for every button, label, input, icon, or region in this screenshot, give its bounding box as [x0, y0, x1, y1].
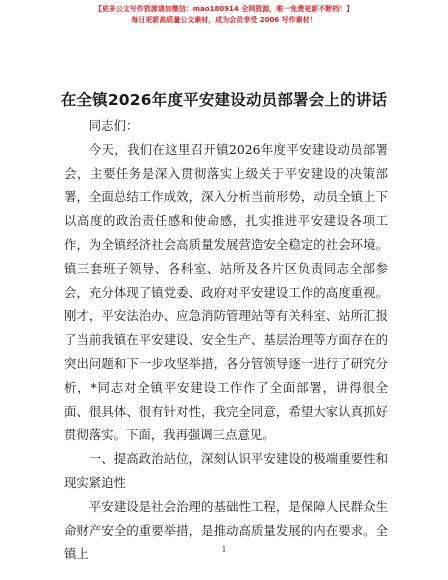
salutation: 同志们： [88, 118, 139, 133]
document-title: 在全镇2026年度平安建设动员部署会上的讲话 [60, 91, 388, 109]
promo-banner [0, 4, 448, 26]
promo-banner-line1: 【更多公文写作资源请加微信：mao180914 全网资源，唯一免费更新不断档！】 [94, 5, 354, 13]
section-heading-1: 一、提高政治站位，深刻认识平安建设的极端重要性和现实紧迫性 [64, 451, 388, 490]
document-body [64, 114, 388, 566]
promo-banner-line2: 每日更新高质量公文素材，成为会员享受 2006 写作素材！ [131, 16, 317, 24]
paragraph-section-1: 平安建设是社会治理的基础性工程，是保障人民群众生命财产安全的重要举措，是推动高质量发展的内在要求。全镇上 [64, 498, 388, 562]
paragraph-intro: 今天，我们在这里召开镇2026年度平安建设动员部署会，主要任务是深入贯彻落实上级关于平安建设的决策部署，全面总结工作成效，深入分析当前形势，动员全镇上下以高度的政治责任感和使命感，扎实推进平安建设各项工作，为全镇经济社会高质量发展营造安全稳定的社会环境。镇三套班子领导、各科室、站所及各片区负责同志全部参会，充分体现了镇党委、政府对平安建设工作的高度重视。刚才，平安法治办、应急消防管理站等有关科室、站所汇报了当前我镇在平安建设、安全生产、基层治理等方面存在的突出问题和下一步攻坚举措，各分管领导逐一进行了研究分析，*同志对全镇平安建设工作作了全面部署，讲得很全面、很具体、很有针对性，我完全同意，希望大家认真抓好贯彻落实。下面，我再强调三点意见。 [64, 141, 388, 443]
page-number: 1 [221, 545, 227, 554]
